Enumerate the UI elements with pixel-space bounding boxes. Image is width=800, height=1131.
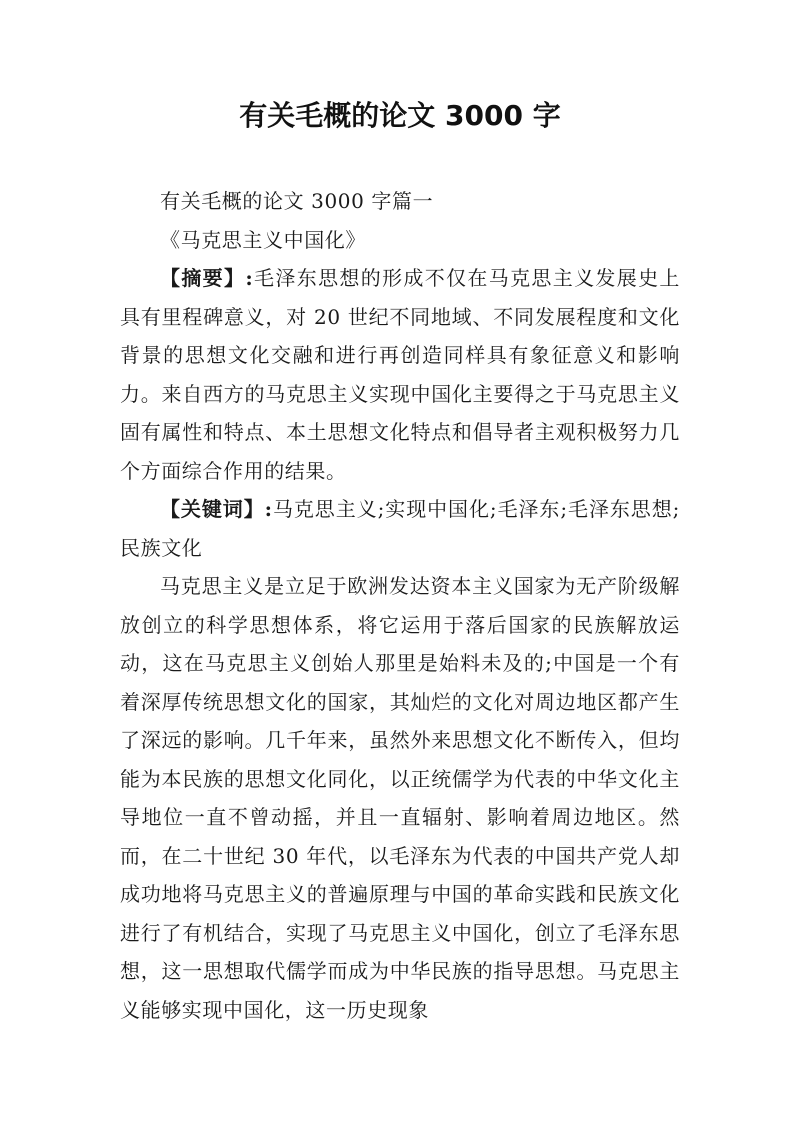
keywords-text: 马克思主义;实现中国化;毛泽东;毛泽东思想; 民族文化 [120,497,680,560]
document-body [120,182,680,1029]
book-title: 《马克思主义中国化》 [160,227,366,252]
abstract-paragraph [120,259,680,490]
abstract-text: 毛泽东思想的形成不仅在马克思主义发展史上具有里程碑意义，对 20 世纪不同地域、不同发展程度和文化背景的思想文化交融和进行再创造同样具有象征意义和影响力。来自西方的马克思主义实现中国化主要得之于马克思主义固有属性和特点、本土思想文化特点和倡导者主观积极努力几个方面综合作用的结果。 [120,266,681,483]
document-title: 有关毛概的论文 3000 字 [239,99,561,132]
abstract-label: 【摘要】: [160,266,254,290]
section-heading: 有关毛概的论文 3000 字篇一 [160,189,434,213]
keywords-paragraph [120,490,680,567]
body-paragraph: 马克思主义是立足于欧洲发达资本主义国家为无产阶级解放创立的科学思想体系，将它运用于落后国家的民族解放运动，这在马克思主义创始人那里是始料未及的;中国是一个有着深厚传统思想文化的国家，其灿烂的文化对周边地区都产生了深远的影响。几千年来，虽然外来思想文化不断传入，但均能为本民族的思想文化同化，以正统儒学为代表的中华文化主导地位一直不曾动摇，并且一直辐射、影响着周边地区。然而，在二十世纪 30 年代，以毛泽东为代表的中国共产党人却成功地将马克思主义的普遍原理与中国的革命实践和民族文化进行了有机结合，实现了马克思主义中国化，创立了毛泽东思想，这一思想取代儒学而成为中华民族的指导思想。马克思主义能够实现中国化，这一历史现象 [120,574,680,1022]
keywords-label: 【关键词】: [160,497,273,521]
